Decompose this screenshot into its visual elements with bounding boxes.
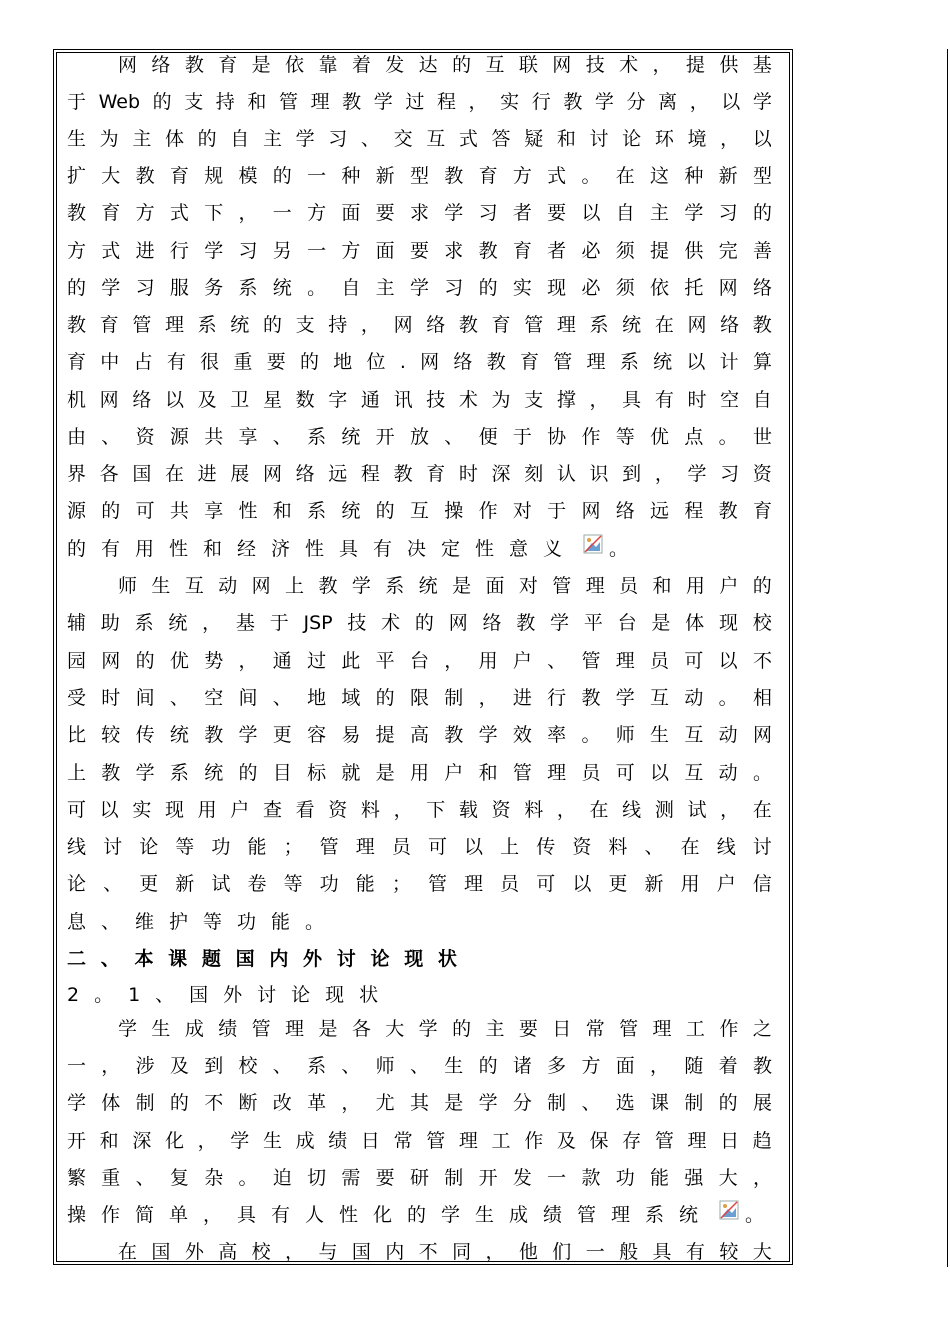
text-24: 息、维护等功能。 [67,911,340,933]
section-heading [67,944,457,974]
subsection-heading [67,980,394,1010]
text-line-29 [67,1088,772,1118]
text-line-20 [67,758,772,788]
text-line-8 [67,310,772,340]
text-9: 育 中 占 有 很 重 要 的 地 位 . 网 络 教 育 管 理 系 统 以 计 算 [67,351,772,373]
text-line-11 [67,422,772,452]
text-line-24 [67,907,340,937]
text-23: 论 、 更 新 试 卷 等 功 能 ； 管 理 员 可 以 更 新 用 户 信 [67,873,772,895]
text-11: 由 、 资 源 共 享 、 系 统 开 放 、 便 于 协 作 等 优 点 。 世 [67,426,772,448]
broken-image-icon [719,1200,739,1220]
text-line-15 [118,571,772,601]
text-line-13 [67,496,772,526]
text-13: 源 的 可 共 享 性 和 系 统 的 互 操 作 对 于 网 络 远 程 教 育 [67,500,772,522]
text-5: 教 育 方 式 下 ， 一 方 面 要 求 学 习 者 要 以 自 主 学 习 的 [67,202,772,224]
text-18: 受 时 间 、 空 间 、 地 域 的 限 制 ， 进 行 教 学 互 动 。 相 [67,687,772,709]
text-line-22 [67,832,772,862]
text-line-14 [67,534,644,564]
text-20: 上 教 学 系 统 的 目 标 就 是 用 户 和 管 理 员 可 以 互 动 。 [67,762,772,784]
text-line-1 [118,50,772,80]
text-27: 学 生 成 绩 管 理 是 各 大 学 的 主 要 日 常 管 理 工 作 之 [118,1018,772,1040]
text-28: 一 ， 涉 及 到 校 、 系 、 师 、 生 的 诸 多 方 面 ， 随 着 教 [67,1055,772,1077]
text-line-18 [67,683,772,713]
text-22: 线 讨 论 等 功 能 ； 管 理 员 可 以 上 传 资 料 、 在 线 讨 [67,836,772,858]
text-line-7 [67,273,772,303]
text-line-28 [67,1051,772,1081]
text-19: 比 较 传 统 教 学 更 容 易 提 高 教 学 效 率 。 师 生 互 动 网 [67,724,772,746]
text-line-34 [118,1237,772,1267]
broken-image-icon [583,534,603,554]
text-line-19 [67,720,772,750]
text-15: 师 生 互 动 网 上 教 学 系 统 是 面 对 管 理 员 和 用 户 的 [118,575,772,597]
text-line-9 [67,347,772,377]
text-34: 在 国 外 高 校 ， 与 国 内 不 同 ， 他 们 一 般 具 有 较 大 [118,1241,772,1263]
heading-text: 二 、 本 课 题 国 内 外 讨 论 现 状 [67,948,457,970]
text-31: 繁 重 、 复 杂 。 迫 切 需 要 研 制 开 发 一 款 功 能 强 大 ， [67,1167,772,1189]
text-21: 可 以 实 现 用 户 查 看 资 料 ， 下 载 资 料 ， 在 线 测 试 ， 在 [67,799,772,821]
text-14: 的有用性和经济性具有决定性意义 [67,538,578,560]
text-14b: 。 [609,538,644,560]
text-line-27 [118,1014,772,1044]
text-line-4 [67,161,772,191]
text-line-16 [67,608,772,638]
text-line-32 [67,1200,780,1230]
text-line-31 [67,1163,772,1193]
text-line-2 [67,87,772,117]
text-6: 方 式 进 行 学 习 另 一 方 面 要 求 教 育 者 必 须 提 供 完 善 [67,240,772,262]
text-32: 操作简单，具有人性化的学生成绩管理系统 [67,1204,714,1226]
text-16: 辅 助 系 统 ， 基 于 JSP 技 术 的 网 络 教 学 平 台 是 体 现 校 [67,612,772,634]
subheading-text: 2。1、国外讨论现状 [67,984,394,1006]
text-line-30 [67,1126,772,1156]
text-1: 网 络 教 育 是 依 靠 着 发 达 的 互 联 网 技 术 ， 提 供 基 [118,54,772,76]
text-7: 的 学 习 服 务 系 统 。 自 主 学 习 的 实 现 必 须 依 托 网 络 [67,277,772,299]
text-line-5 [67,198,772,228]
text-line-23 [67,869,772,899]
text-3: 生 为 主 体 的 自 主 学 习 、 交 互 式 答 疑 和 讨 论 环 境 ， 以 [67,128,772,150]
text-line-21 [67,795,772,825]
text-12: 界 各 国 在 进 展 网 络 远 程 教 育 时 深 刻 认 识 到 ， 学 习 资 [67,463,772,485]
text-2: 于 Web 的 支 持 和 管 理 教 学 过 程 ， 实 行 教 学 分 离 ， 以 学 [67,91,772,113]
text-8: 教 育 管 理 系 统 的 支 持 ， 网 络 教 育 管 理 系 统 在 网 络 教 [67,314,772,336]
text-10: 机 网 络 以 及 卫 星 数 字 通 讯 技 术 为 支 撑 ， 具 有 时 空 自 [67,389,772,411]
text-32b: 。 [745,1204,780,1226]
text-30: 开 和 深 化 ， 学 生 成 绩 日 常 管 理 工 作 及 保 存 管 理 日 趋 [67,1130,772,1152]
text-line-3 [67,124,772,154]
text-line-10 [67,385,772,415]
text-4: 扩 大 教 育 规 模 的 一 种 新 型 教 育 方 式 。 在 这 种 新 型 [67,165,772,187]
text-line-12 [67,459,772,489]
text-line-17 [67,646,772,676]
right-margin-rule [947,49,948,1267]
text-line-6 [67,236,772,266]
text-17: 园 网 的 优 势 ， 通 过 此 平 台 ， 用 户 、 管 理 员 可 以 不 [67,650,772,672]
text-29: 学 体 制 的 不 断 改 革 ， 尤 其 是 学 分 制 、 选 课 制 的 展 [67,1092,772,1114]
